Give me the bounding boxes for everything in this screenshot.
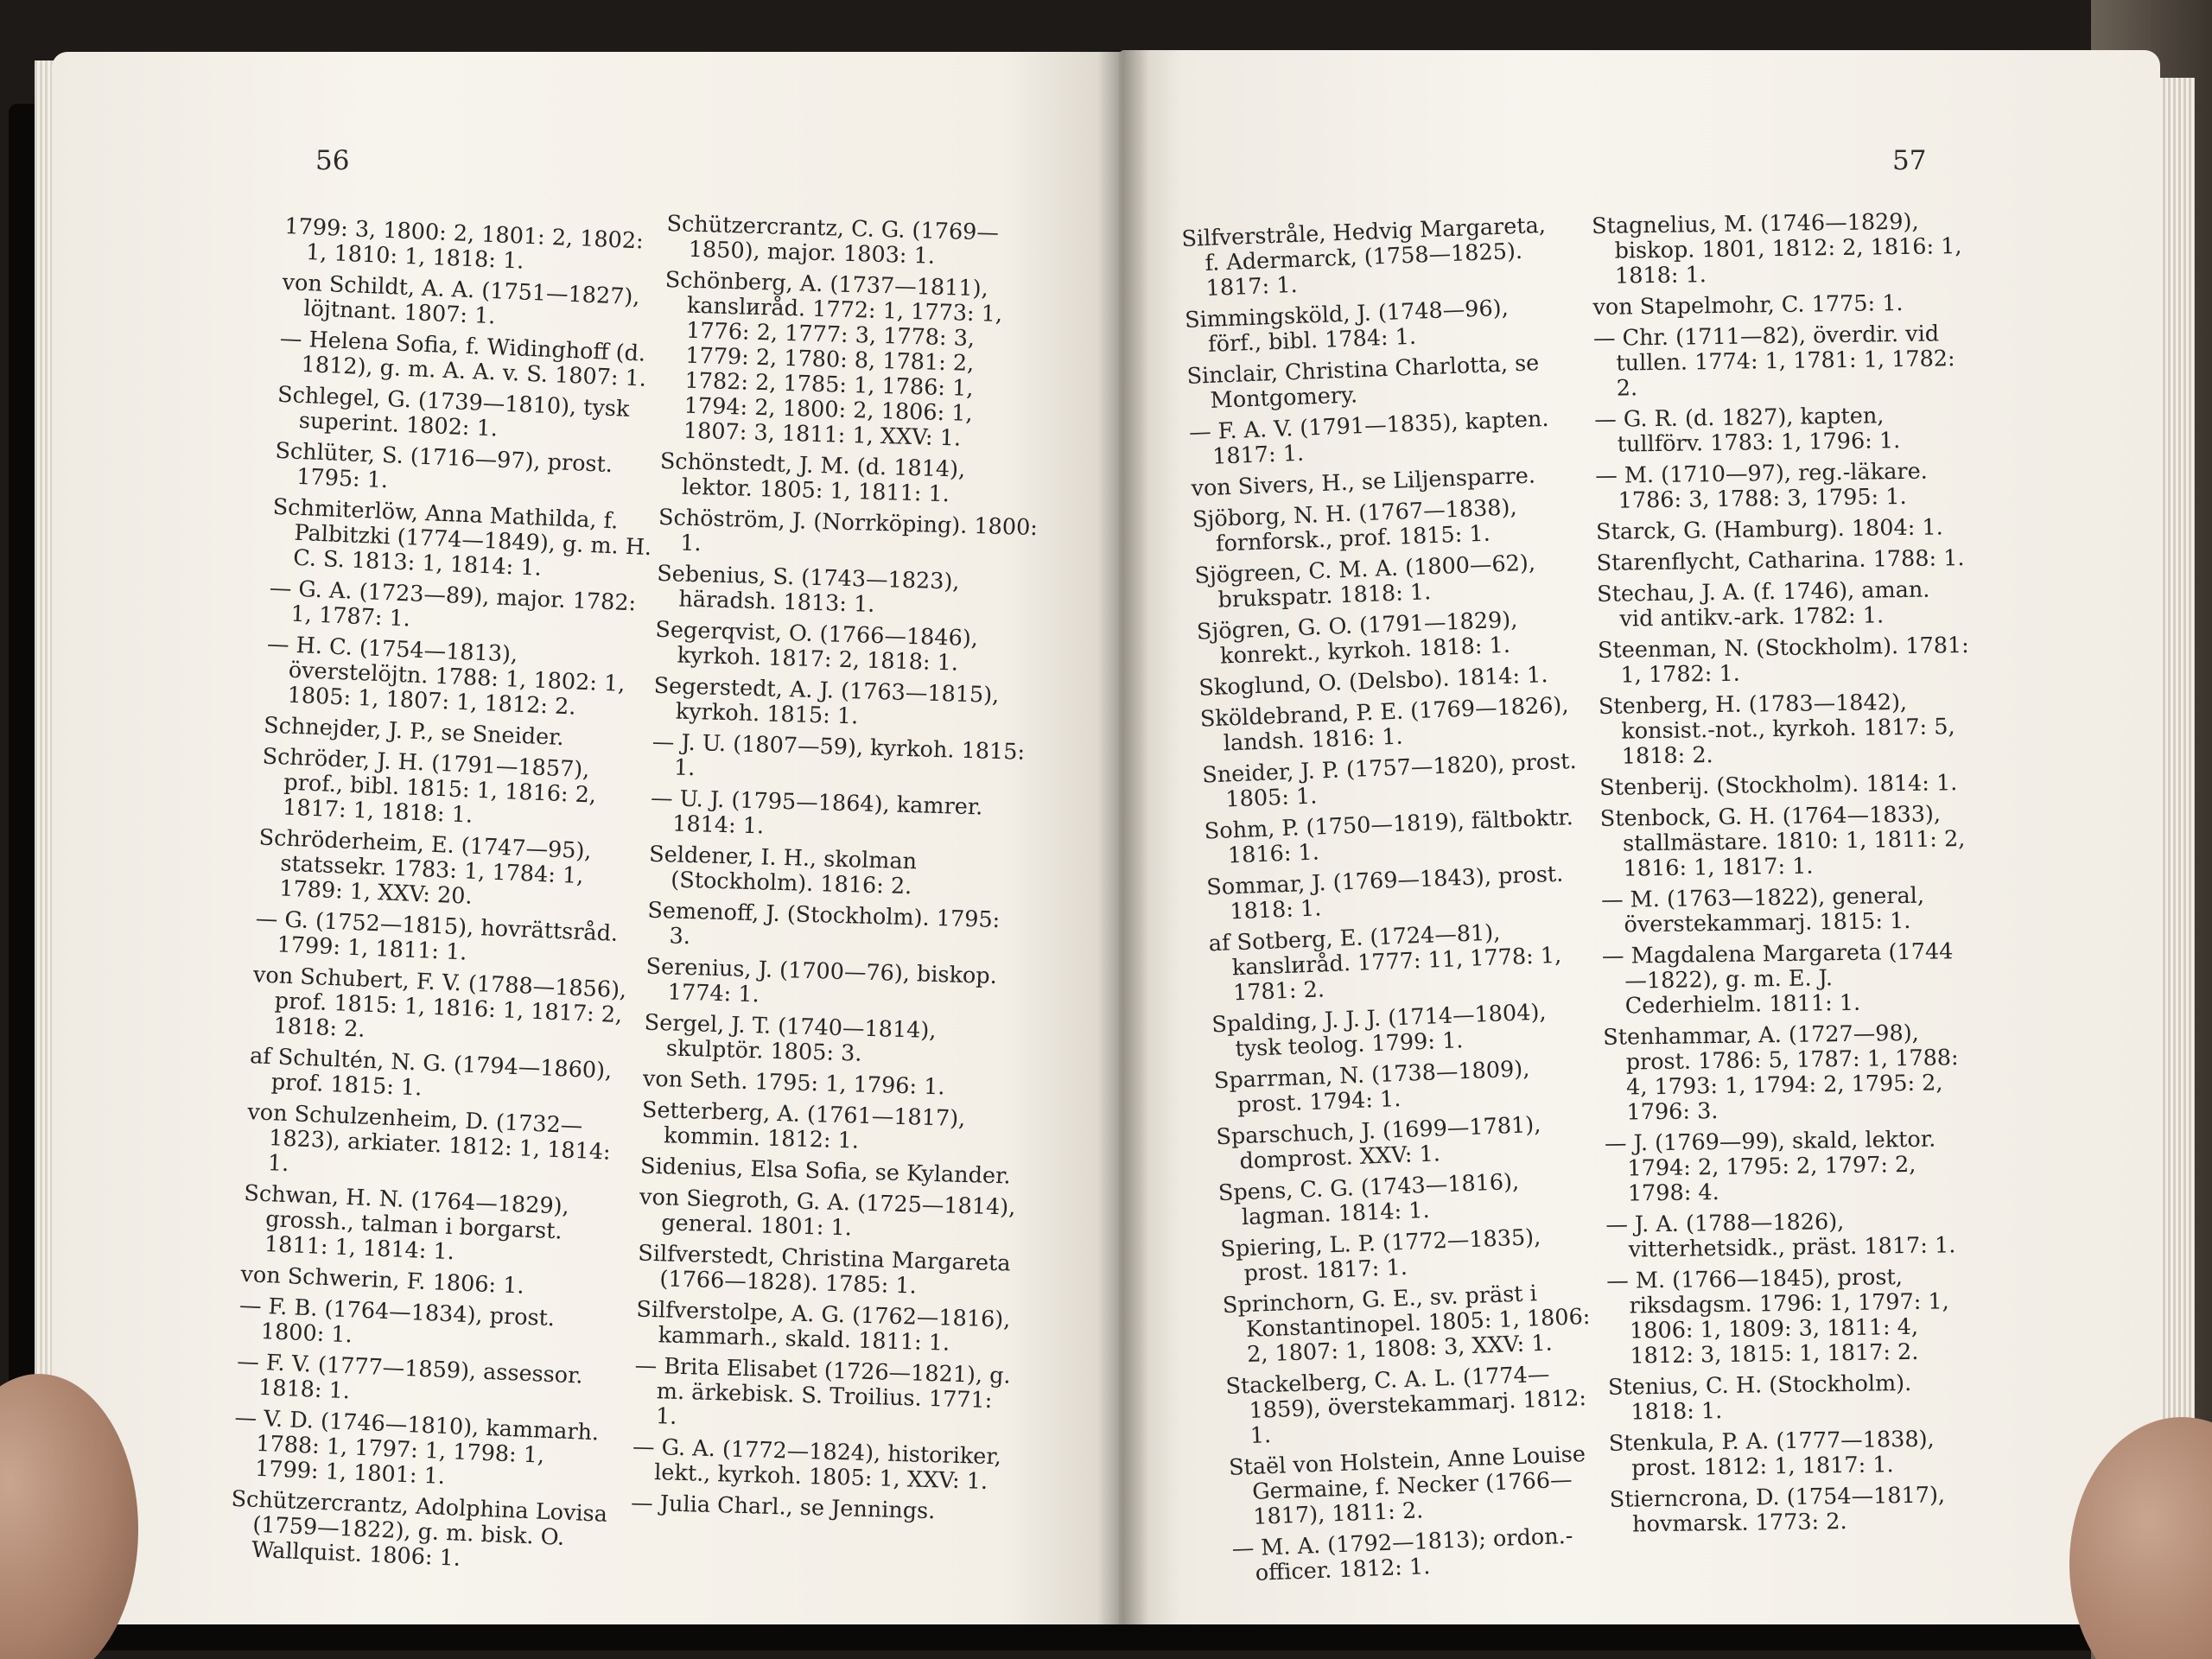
index-entry: von Schildt, A. A. (1751—1827), löjtnant. 1807: 1. bbox=[282, 269, 641, 330]
index-entry: Sergel, J. T. (1740—1814), skulptör. 1805: 3. bbox=[644, 1009, 937, 1067]
index-entry: — G. A. (1772—1824), historiker, lekt., kyrkoh. 1805: 1, XXV: 1. bbox=[632, 1433, 1002, 1495]
index-entry: von Stapelmohr, C. 1775: 1. bbox=[1592, 289, 1904, 321]
index-entry: — G. A. (1723—89), major. 1782: 1, 1787: 1. bbox=[269, 575, 637, 632]
index-entry: Stierncrona, D. (1754—1817), hovmarsk. 1773: 2. bbox=[1609, 1482, 1946, 1538]
index-entry: Schützercrantz, C. G. (1769—1850), major. 1803: 1. bbox=[666, 211, 1000, 270]
index-entry: Schnejder, J. P., se Sneider. bbox=[263, 712, 565, 752]
index-entry: — Chr. (1711—82), överdir. vid tullen. 1774: 1, 1781: 1, 1782: 2. bbox=[1592, 321, 1955, 402]
index-entry: — M. A. (1792—1813); ordon.-officer. 1812: 1. bbox=[1231, 1522, 1573, 1586]
index-entry: Schönberg, A. (1737—1811), kanslиråd. 1772: 1, 1773: 1, 1776: 2, 1777: 3, 1778: 3, 1779: 2, 1780: 8, 1781: 2, 1782: 2, 1785: 1, 1786: 1, 1794: 2, 1800: 2, 1806: 1, 1807: 3, 1811: 1, XXV: 1. bbox=[664, 266, 1003, 452]
index-entry: — Brita Elisabet (1726—1821), g. m. ärkebisk. S. Troilius. 1771: 1. bbox=[634, 1352, 1012, 1430]
index-entry: — F. B. (1764—1834), prost. 1800: 1. bbox=[238, 1292, 556, 1349]
index-entry: von Schubert, F. V. (1788—1856), prof. 1815: 1, 1816: 1, 1817: 2, 1818: 2. bbox=[252, 962, 627, 1043]
index-entry: — U. J. (1795—1864), kamrer. 1814: 1. bbox=[650, 785, 983, 840]
index-entry: Serenius, J. (1700—76), biskop. 1774: 1. bbox=[645, 953, 998, 1008]
index-entry: af Sotberg, E. (1724—81), kanslиråd. 1777: 11, 1778: 1, 1781: 2. bbox=[1208, 919, 1562, 1007]
book-gutter bbox=[1097, 50, 1149, 1631]
index-entry: Schützercrantz, Adolphina Lovisa (1759—1822), g. m. bisk. O. Wallquist. 1806: 1. bbox=[231, 1485, 608, 1572]
index-entry: Stenbock, G. H. (1764—1833), stallmästare. 1810: 1, 1811: 2, 1816: 1, 1817: 1. bbox=[1599, 801, 1966, 882]
index-entry: — Magdalena Margareta (1744—1822), g. m. E. J. Cederhielm. 1811: 1. bbox=[1601, 938, 1954, 1020]
index-entry: Stagnelius, M. (1746—1829), biskop. 1801, 1812: 2, 1816: 1, 1818: 1. bbox=[1591, 208, 1962, 289]
index-entry: von Schulzenheim, D. (1732—1823), arkiater. 1812: 1, 1814: 1. bbox=[246, 1099, 612, 1178]
index-entry: Sparrman, N. (1738—1809), prost. 1794: 1. bbox=[1213, 1056, 1530, 1119]
index-entry: Schönstedt, J. M. (d. 1814), lektor. 1805: 1, 1811: 1. bbox=[659, 448, 966, 508]
index-entry: Sjögreen, C. M. A. (1800—62), brukspatr. 1818: 1. bbox=[1193, 550, 1536, 613]
index-entry: Sjöborg, N. H. (1767—1838), fornforsk., prof. 1815: 1. bbox=[1192, 494, 1518, 557]
index-entry: Schlüter, S. (1716—97), prost. 1795: 1. bbox=[274, 437, 613, 494]
index-entry: Starenflycht, Catharina. 1788: 1. bbox=[1596, 545, 1965, 576]
index-entry: Sköldebrand, P. E. (1769—1826), landsh. 1816: 1. bbox=[1199, 692, 1569, 757]
index-entry: — J. U. (1807—59), kyrkoh. 1815: 1. bbox=[652, 728, 1026, 782]
index-entry: Sparschuch, J. (1699—1781), domprost. XXV: 1. bbox=[1215, 1111, 1541, 1175]
index-entry: Simmingsköld, J. (1748—96), förf., bibl. 1784: 1. bbox=[1184, 295, 1510, 358]
index-entry: Spiering, L. P. (1772—1835), prost. 1817: 1. bbox=[1219, 1224, 1541, 1287]
left-page-column-1 bbox=[228, 214, 664, 1584]
index-entry: Stenius, C. H. (Stockholm). 1818: 1. bbox=[1607, 1370, 1912, 1426]
right-page bbox=[1119, 50, 2160, 1624]
index-entry: — H. C. (1754—1813), överstelöjtn. 1788: 1, 1802: 1, 1805: 1, 1807: 1, 1812: 2. bbox=[266, 631, 626, 721]
index-entry: Semenoff, J. (Stockholm). 1795: 3. bbox=[646, 897, 1001, 950]
index-entry: Stenberij. (Stockholm). 1814: 1. bbox=[1599, 770, 1958, 801]
index-entry: Sinclair, Christina Charlotta, se Montgomery. bbox=[1186, 350, 1540, 414]
index-entry: Sommar, J. (1769—1843), prost. 1818: 1. bbox=[1205, 861, 1564, 925]
index-entry: Sprinchorn, G. E., sv. präst i Konstantinopel. 1805: 1, 1806: 2, 1807: 1, 1808: 3, XXV: 1. bbox=[1222, 1281, 1591, 1369]
index-entry: Sohm, P. (1750—1819), fältboktr. 1816: 1. bbox=[1204, 804, 1574, 869]
index-entry: Schröderheim, E. (1747—95), statssekr. 1783: 1, 1784: 1, 1789: 1, XXV: 20. bbox=[258, 824, 593, 910]
index-entry: — J. A. (1788—1826), vitterhetsidk., präst. 1817: 1. bbox=[1605, 1209, 1956, 1263]
index-entry: Stenkula, P. A. (1777—1838), prost. 1812: 1, 1817: 1. bbox=[1608, 1426, 1935, 1482]
index-entry: Schwan, H. N. (1764—1829), grossh., talman i borgarst. 1811: 1, 1814: 1. bbox=[243, 1180, 570, 1266]
index-entry: Silfverstedt, Christina Margareta (1766—1828). 1785: 1. bbox=[637, 1240, 1011, 1300]
index-entry: Starck, G. (Hamburg). 1804: 1. bbox=[1595, 514, 1943, 545]
index-entry: von Seth. 1795: 1, 1796: 1. bbox=[642, 1065, 945, 1101]
index-entry: Setterberg, A. (1761—1817), kommin. 1812: 1. bbox=[641, 1096, 966, 1154]
index-entry: Stenhammar, A. (1727—98), prost. 1786: 5, 1787: 1, 1788: 4, 1793: 1, 1794: 2, 1795: 2, 1796: 3. bbox=[1603, 1020, 1959, 1126]
index-entry: — M. (1766—1845), prost, riksdagsm. 1796: 1, 1797: 1, 1806: 1, 1809: 3, 1811: 4, 1812: 3, 1815: 1, 1817: 2. bbox=[1606, 1264, 1949, 1370]
index-entry: Stenberg, H. (1783—1842), konsist.-not., kyrkoh. 1817: 5, 1818: 2. bbox=[1598, 689, 1955, 770]
index-entry: Stackelberg, C. A. L. (1774—1859), överstekammarj. 1812: 1. bbox=[1224, 1361, 1587, 1449]
index-entry: Seldener, I. H., skolman (Stockholm). 1816: 2. bbox=[648, 841, 918, 900]
index-entry: Silfverstolpe, A. G. (1762—1816), kammarh., skald. 1811: 1. bbox=[636, 1296, 1011, 1357]
index-entry: — G. (1752—1815), hovrättsråd. 1799: 1, 1811: 1. bbox=[255, 906, 619, 966]
right-page-column-2 bbox=[1592, 209, 1981, 1544]
index-entry: Spens, C. G. (1743—1816), lagman. 1814: 1. bbox=[1217, 1168, 1520, 1231]
index-entry: — F. A. V. (1791—1835), kapten. 1817: 1. bbox=[1188, 405, 1549, 470]
index-entry: Sebenius, S. (1743—1823), häradsh. 1813: 1. bbox=[656, 560, 960, 618]
index-entry: Sjögren, G. O. (1791—1829), konrekt., kyrkoh. 1818: 1. bbox=[1196, 607, 1518, 670]
index-entry: Sneider, J. P. (1757—1820), prost. 1805: 1. bbox=[1201, 747, 1578, 813]
index-entry: 1799: 3, 1800: 2, 1801: 2, 1802: 1, 1810: 1, 1818: 1. bbox=[283, 213, 645, 275]
index-entry: — F. V. (1777—1859), assessor. 1818: 1. bbox=[236, 1348, 584, 1405]
index-entry: — M. (1710—97), reg.-läkare. 1786: 3, 1788: 3, 1795: 1. bbox=[1595, 458, 1929, 514]
index-entry: Schöström, J. (Norrköping). 1800: 1. bbox=[658, 504, 1039, 557]
left-page-column-2 bbox=[631, 212, 1047, 1533]
index-entry: Stechau, J. A. (f. 1746), aman. vid antikv.-ark. 1782: 1. bbox=[1596, 576, 1930, 632]
index-entry: Schmiterlöw, Anna Mathilda, f. Palbitzki (1774—1849), g. m. H. C. S. 1813: 1, 1814: 1. bbox=[272, 493, 652, 582]
index-entry: — Helena Sofia, f. Widinghoff (d. 1812), g. m. A. A. v. S. 1807: 1. bbox=[279, 325, 647, 392]
index-entry: — G. R. (d. 1827), kapten, tullförv. 1783: 1, 1796: 1. bbox=[1594, 403, 1901, 458]
index-entry: Sidenius, Elsa Sofia, se Kylander. bbox=[639, 1153, 1011, 1190]
left-page bbox=[52, 52, 1132, 1624]
page-number-56: 56 bbox=[315, 145, 350, 176]
index-entry: — V. D. (1746—1810), kammarh. 1788: 1, 1797: 1, 1798: 1, 1799: 1, 1801: 1. bbox=[233, 1404, 600, 1491]
right-page-column-1 bbox=[1181, 213, 1613, 1593]
index-entry: Schlegel, G. (1739—1810), tysk superint. 1802: 1. bbox=[276, 381, 630, 442]
index-entry: von Siegroth, G. A. (1725—1814), general. 1801: 1. bbox=[639, 1184, 1016, 1242]
index-entry: von Schwerin, F. 1806: 1. bbox=[239, 1261, 525, 1300]
index-entry: Silfverstråle, Hedvig Margareta, f. Adermarck, (1758—1825). 1817: 1. bbox=[1180, 212, 1547, 302]
index-entry: af Schultén, N. G. (1794—1860), prof. 1815: 1. bbox=[249, 1043, 613, 1102]
index-entry: Steenman, N. (Stockholm). 1781: 1, 1782: 1. bbox=[1597, 632, 1969, 689]
index-entry: von Sivers, H., se Liljensparre. bbox=[1191, 462, 1536, 502]
index-entry: — M. (1763—1822), general, överstekammarj. 1815: 1. bbox=[1600, 882, 1925, 938]
index-entry: Schröder, J. H. (1791—1857), prof., bibl. 1815: 1, 1816: 2, 1817: 1, 1818: 1. bbox=[262, 743, 597, 829]
page-number-57: 57 bbox=[1892, 145, 1927, 176]
index-entry: — Julia Charl., se Jennings. bbox=[630, 1490, 936, 1525]
index-entry: Segerstedt, A. J. (1763—1815), kyrkoh. 1815: 1. bbox=[653, 672, 1000, 730]
index-entry: Skoglund, O. (Delsbo). 1814: 1. bbox=[1198, 662, 1549, 702]
index-entry: — J. (1769—99), skald, lektor. 1794: 2, 1795: 2, 1797: 2, 1798: 4. bbox=[1604, 1126, 1936, 1207]
index-entry: Spalding, J. J. J. (1714—1804), tysk teolog. 1799: 1. bbox=[1211, 999, 1548, 1063]
index-entry: Segerqvist, O. (1766—1846), kyrkoh. 1817: 2, 1818: 1. bbox=[655, 616, 979, 677]
index-entry: Staël von Holstein, Anne Louise Germaine, f. Necker (1766—1817), 1811: 2. bbox=[1228, 1441, 1586, 1530]
